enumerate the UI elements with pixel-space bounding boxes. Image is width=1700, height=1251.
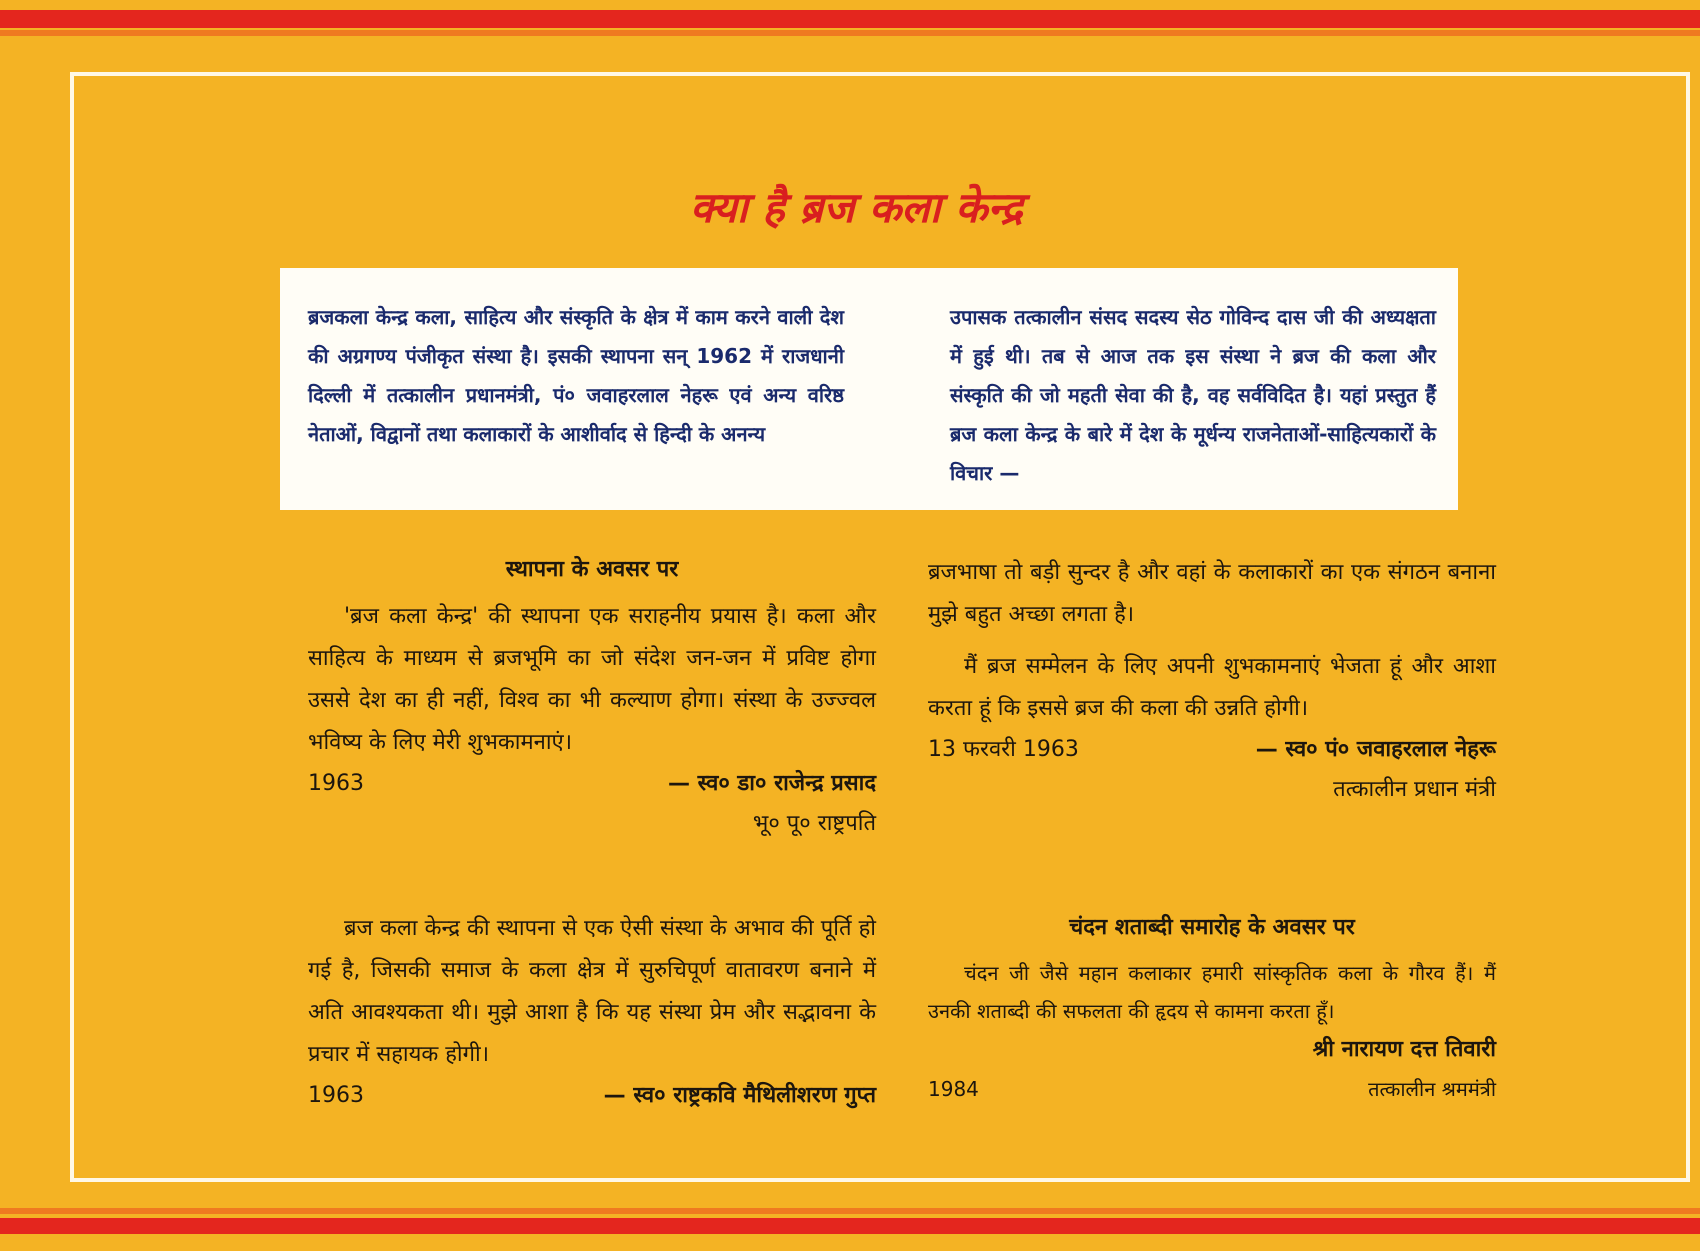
- intro-box: [280, 268, 1458, 510]
- section-heading: चंदन शताब्दी समारोह के अवसर पर: [1069, 915, 1355, 940]
- section-text: ब्रज कला केन्द्र की स्थापना से एक ऐसी संस्था के अभाव की पूर्ति हो गई है, जिसकी समाज के कला क्षेत्र में सुरुचिपूर्ण वातावरण बनाने में अति आवश्यकता थी। मुझे आशा है कि यह संस्था प्रेम और सद्भावना के प्रचार में सहायक होगी।: [308, 916, 876, 1067]
- section-establishment: [308, 552, 876, 844]
- designation: भू० पू० राष्ट्रपति: [752, 811, 876, 836]
- intro-right-text: उपासक तत्कालीन संसद सदस्य सेठ गोविन्द दास जी की अध्यक्षता में हुई थी। तब से आज तक इस संस्था ने ब्रज की कला और संस्कृति की जो महती सेवा की है, वह सर्वविदित है। यहां प्रस्तुत हैं ब्रज कला केन्द्र के बारे में देश के मूर्धन्य राजनेताओं-साहित्यकारों के विचार —: [950, 305, 1436, 485]
- section-text: ब्रजभाषा तो बड़ी सुन्दर है और वहां के कलाकारों का एक संगठन बनाना मुझे बहुत अच्छा लगता है।: [928, 560, 1496, 627]
- section-text-2: मैं ब्रज सम्मेलन के लिए अपनी शुभकामनाएं भेजता हूं और आशा करता हूं कि इससे ब्रज की कला की उन्नति होगी।: [928, 654, 1496, 721]
- section-gupt: [308, 908, 876, 1116]
- top-orange-stripe: [0, 30, 1700, 36]
- date: 1963: [308, 1083, 364, 1108]
- section-nehru: [928, 552, 1496, 810]
- top-red-stripe: [0, 10, 1700, 28]
- signature: — स्व० डा० राजेन्द्र प्रसाद: [667, 771, 876, 796]
- signature: श्री नारायण दत्त तिवारी: [1312, 1037, 1496, 1062]
- signature: — स्व० राष्ट्रकवि मैथिलीशरण गुप्त: [603, 1083, 876, 1108]
- signature-row: [308, 764, 876, 804]
- date: 13 फरवरी 1963: [928, 737, 1079, 762]
- section-text: चंदन जी जैसे महान कलाकार हमारी सांस्कृतिक कला के गौरव हैं। मैं उनकी शताब्दी की सफलता की हृदय से कामना करता हूँ।: [928, 961, 1496, 1023]
- section-heading: स्थापना के अवसर पर: [505, 557, 679, 582]
- signature-row: [308, 1076, 876, 1116]
- designation: तत्कालीन प्रधान मंत्री: [1333, 777, 1496, 802]
- section-text: 'ब्रज कला केन्द्र' की स्थापना एक सराहनीय प्रयास है। कला और साहित्य के माध्यम से ब्रजभूमि का जो संदेश जन-जन में प्रविष्ट होगा उससे देश का ही नहीं, विश्व का भी कल्याण होगा। संस्था के उज्ज्वल भविष्य के लिए मेरी शुभकामनाएं।: [308, 604, 876, 755]
- page-title: क्या है ब्रज कला केन्द्र: [690, 183, 1023, 232]
- signature: — स्व० पं० जवाहरलाल नेहरू: [1255, 737, 1496, 762]
- signature-row: [928, 1070, 1496, 1108]
- signature-row: [928, 730, 1496, 770]
- designation: तत्कालीन श्रममंत्री: [1368, 1077, 1496, 1101]
- date: 1963: [308, 771, 364, 796]
- date: 1984: [928, 1077, 979, 1101]
- bottom-orange-stripe: [0, 1208, 1700, 1214]
- bottom-red-stripe: [0, 1218, 1700, 1234]
- section-chandan: [928, 910, 1496, 1108]
- intro-left-text: ब्रजकला केन्द्र कला, साहित्य और संस्कृति के क्षेत्र में काम करने वाली देश की अग्रगण्य पंजीकृत संस्था है। इसकी स्थापना सन् 1962 में राजधानी दिल्ली में तत्कालीन प्रधानमंत्री, पं० जवाहरलाल नेहरू एवं अन्य वरिष्ठ नेताओं, विद्वानों तथा कलाकारों के आशीर्वाद से हिन्दी के अनन्य: [308, 305, 844, 446]
